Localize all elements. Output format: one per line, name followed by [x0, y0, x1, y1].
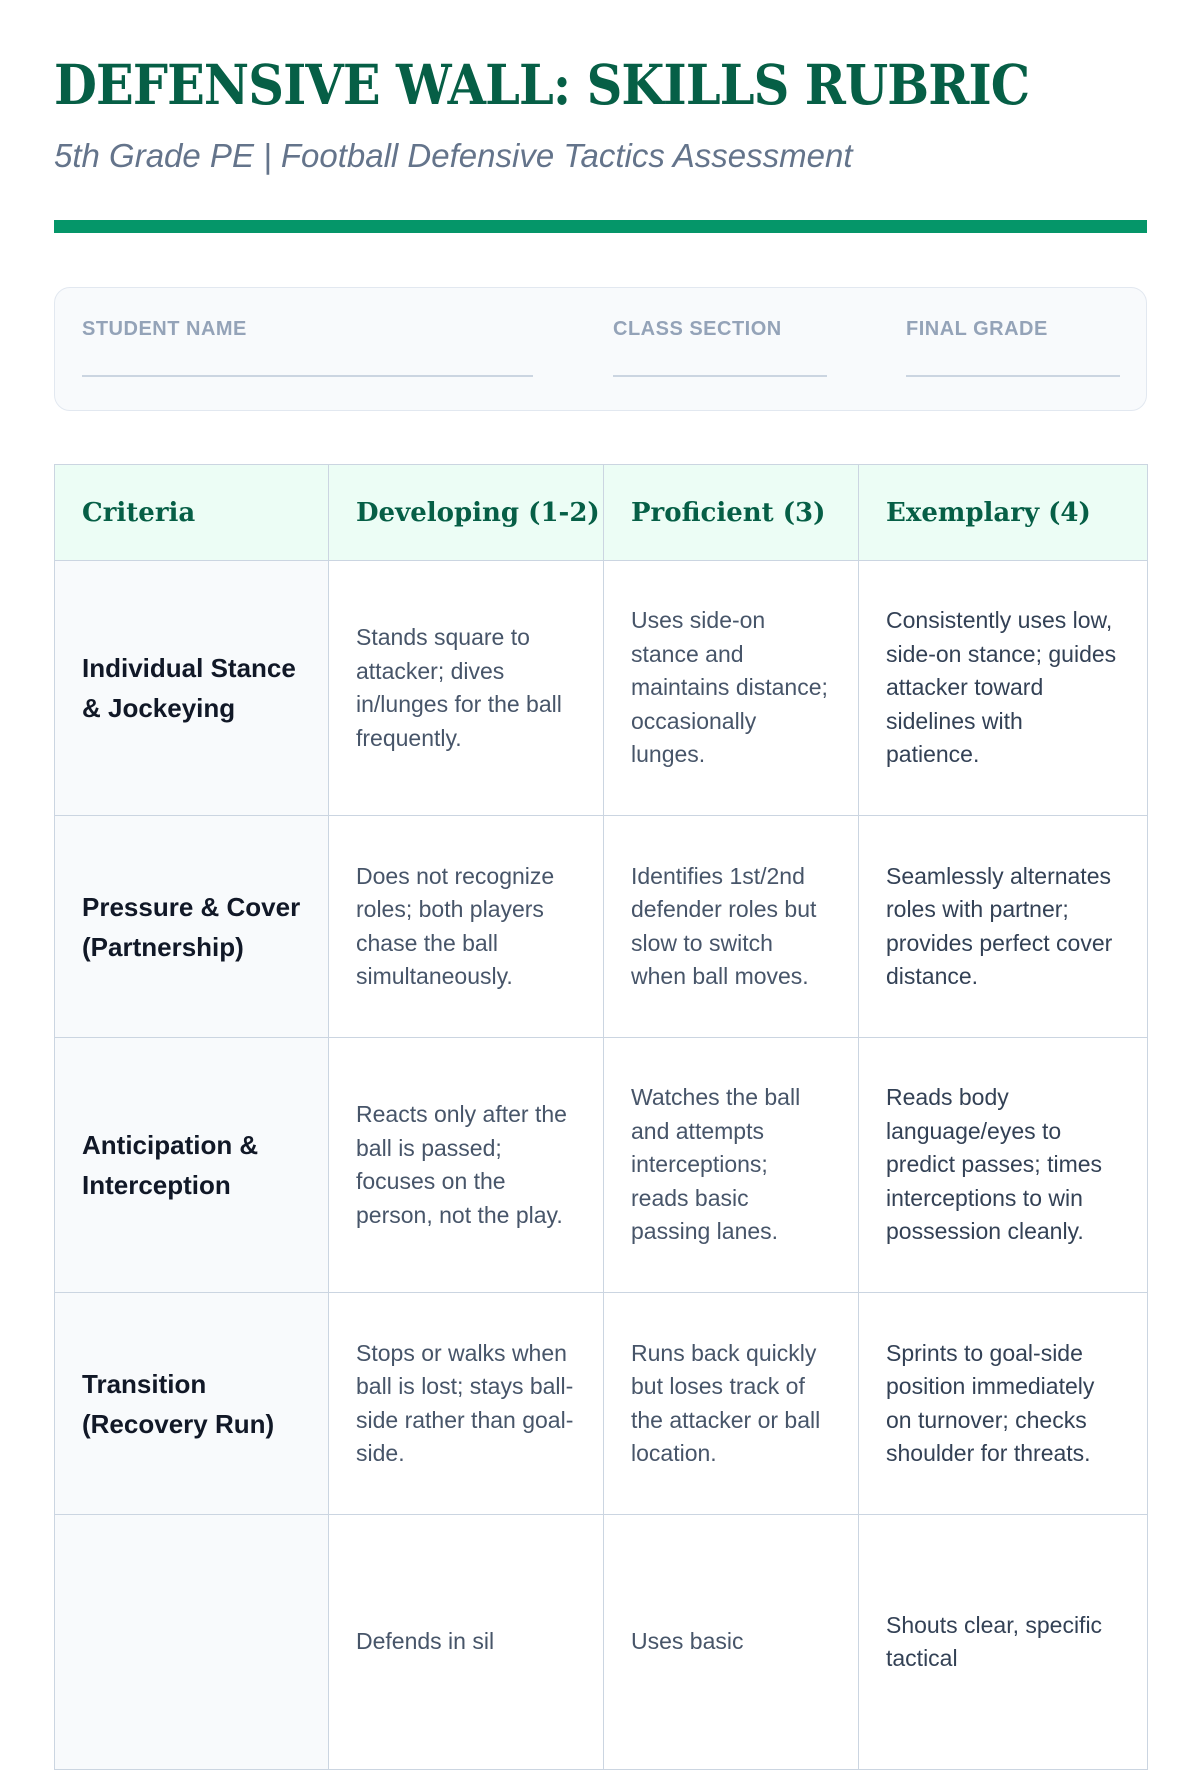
table-row: [55, 816, 1148, 1038]
developing-cell: Reacts only after the ball is passed; focuses on the person, not the play.: [329, 1038, 604, 1293]
table-row: [55, 1515, 1148, 1770]
proficient-cell: Watches the ball and attempts interceptions; reads basic passing lanes.: [604, 1038, 859, 1293]
page-title: DEFENSIVE WALL: SKILLS RUBRIC: [54, 52, 1030, 117]
table-row: [55, 1038, 1148, 1293]
class-section-label: CLASS SECTION: [613, 318, 782, 340]
criteria-cell: Individual Stance & Jockeying: [55, 561, 329, 816]
proficient-cell: Runs back quickly but loses track of the attacker or ball location.: [604, 1293, 859, 1515]
proficient-cell: Uses basic: [604, 1515, 859, 1770]
column-header-developing: Developing (1-2): [329, 465, 604, 561]
exemplary-cell: Consistently uses low, side-on stance; guides attacker toward sidelines with patience.: [859, 561, 1148, 816]
exemplary-cell: Shouts clear, specific tactical: [859, 1515, 1148, 1770]
column-header-proficient: Proficient (3): [604, 465, 859, 561]
student-name-line[interactable]: [82, 375, 533, 377]
developing-cell: Defends in sil: [329, 1515, 604, 1770]
rubric-table: [54, 464, 1148, 1770]
student-name-field[interactable]: [82, 318, 533, 377]
final-grade-field[interactable]: [906, 318, 1120, 377]
developing-cell: Stands square to attacker; dives in/lunges for the ball frequently.: [329, 561, 604, 816]
proficient-cell: Uses side-on stance and maintains distance; occasionally lunges.: [604, 561, 859, 816]
table-row: [55, 561, 1148, 816]
criteria-cell: Transition (Recovery Run): [55, 1293, 329, 1515]
column-header-criteria: Criteria: [55, 465, 329, 561]
exemplary-cell: Seamlessly alternates roles with partner; provides perfect cover distance.: [859, 816, 1148, 1038]
column-header-exemplary: Exemplary (4): [859, 465, 1148, 561]
class-section-line[interactable]: [613, 375, 827, 377]
developing-cell: Stops or walks when ball is lost; stays ball-side rather than goal-side.: [329, 1293, 604, 1515]
final-grade-label: FINAL GRADE: [906, 318, 1048, 340]
proficient-cell: Identifies 1st/2nd defender roles but slow to switch when ball moves.: [604, 816, 859, 1038]
exemplary-cell: Sprints to goal-side position immediately on turnover; checks shoulder for threats.: [859, 1293, 1148, 1515]
class-section-field[interactable]: [613, 318, 827, 377]
rubric-header-row: [55, 465, 1148, 561]
header-divider: [54, 220, 1147, 233]
final-grade-line[interactable]: [906, 375, 1120, 377]
criteria-cell: [55, 1515, 329, 1770]
criteria-cell: Anticipation & Interception: [55, 1038, 329, 1293]
table-row: [55, 1293, 1148, 1515]
criteria-cell: Pressure & Cover (Partnership): [55, 816, 329, 1038]
student-name-label: STUDENT NAME: [82, 318, 247, 340]
page-subtitle: 5th Grade PE | Football Defensive Tactics Assessment: [54, 137, 853, 174]
exemplary-cell: Reads body language/eyes to predict passes; times interceptions to win possession cleanly.: [859, 1038, 1148, 1293]
student-info-panel: [54, 287, 1147, 411]
developing-cell: Does not recognize roles; both players chase the ball simultaneously.: [329, 816, 604, 1038]
